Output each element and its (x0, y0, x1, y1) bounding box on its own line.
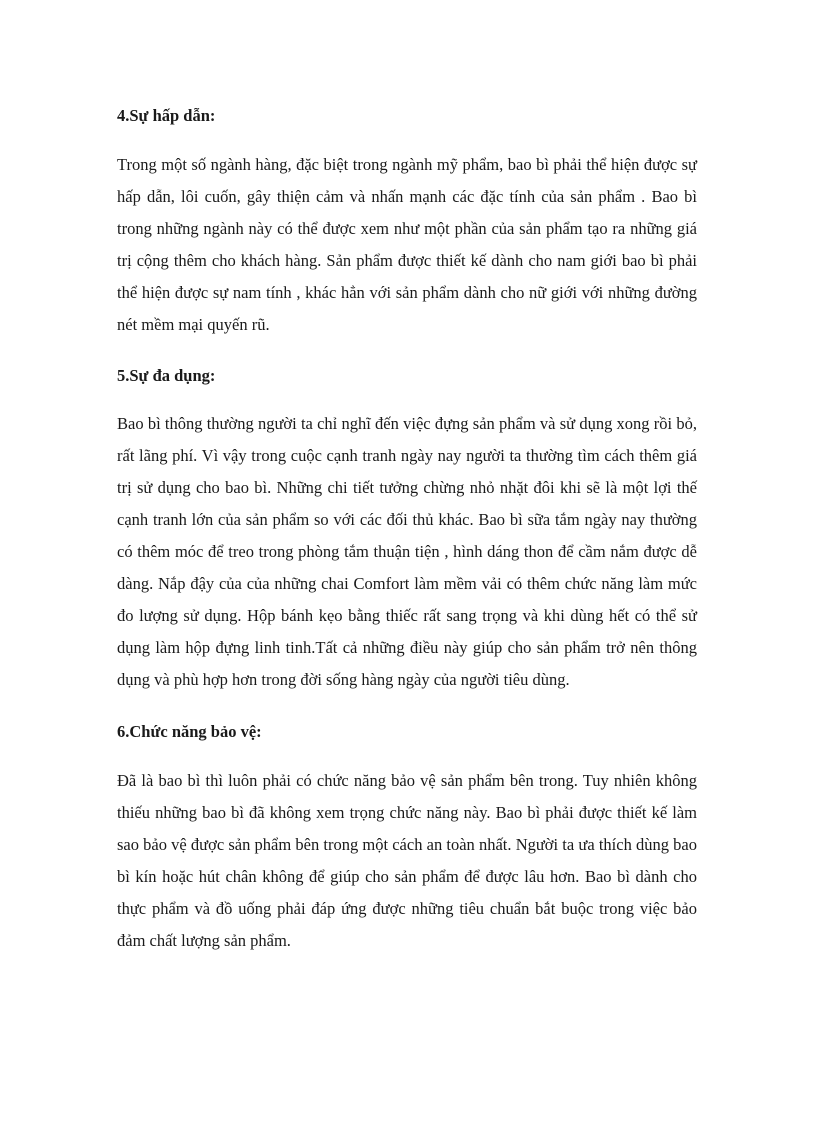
section-heading-chuc-nang-bao-ve: 6.Chức năng bảo vệ: (117, 722, 262, 741)
section-heading-su-hap-dan: 4.Sự hấp dẫn: (117, 106, 216, 125)
section-paragraph-su-da-dung: Bao bì thông thường người ta chỉ nghĩ đến việc đựng sản phẩm và sử dụng xong rồi bỏ, rất lãng phí. Vì vậy trong cuộc cạnh tranh ngày nay người ta thường tìm cách thêm giá trị sử dụng cho bao bì. Những chi tiết tưởng chừng nhỏ nhặt đôi khi sẽ là một lợi thế cạnh tranh lớn của sản phẩm so với các đối thủ khác. Bao bì sữa tắm ngày nay thường có thêm móc để treo trong phòng tắm thuận tiện , hình dáng thon để cầm nắm được dễ dàng. Nắp đậy của của những chai Comfort làm mềm vải có thêm chức năng làm mức đo lượng sử dụng. Hộp bánh kẹo bằng thiếc rất sang trọng và khi dùng hết có thể sử dụng làm hộp đựng linh tinh.Tất cả những điều này giúp cho sản phẩm trở nên thông dụng và phù hợp hơn trong đời sống hàng ngày của người tiêu dùng. (117, 414, 697, 689)
section-heading-su-da-dung: 5.Sự đa dụng: (117, 366, 216, 385)
document-page (117, 96, 697, 957)
section-paragraph-chuc-nang-bao-ve: Đã là bao bì thì luôn phải có chức năng bảo vệ sản phẩm bên trong. Tuy nhiên không thiếu những bao bì đã không xem trọng chức năng này. Bao bì phải được thiết kế làm sao bảo vệ được sản phẩm bên trong một cách an toàn nhất. Người ta ưa thích dùng bao bì kín hoặc hút chân không để giúp cho sản phẩm để được lâu hơn. Bao bì dành cho thực phẩm và đồ uống phải đáp ứng được những tiêu chuẩn bắt buộc trong việc bảo đảm chất lượng sản phẩm. (117, 771, 697, 950)
section-paragraph-su-hap-dan: Trong một số ngành hàng, đặc biệt trong ngành mỹ phẩm, bao bì phải thể hiện được sự hấp dẫn, lôi cuốn, gây thiện cảm và nhấn mạnh các đặc tính của sản phẩm . Bao bì trong những ngành này có thể được xem như một phần của sản phẩm tạo ra những giá trị cộng thêm cho khách hàng. Sản phẩm được thiết kế dành cho nam giới bao bì phải thể hiện được sự nam tính , khác hẳn với sản phẩm dành cho nữ giới với những đường nét mềm mại quyến rũ. (117, 155, 697, 334)
